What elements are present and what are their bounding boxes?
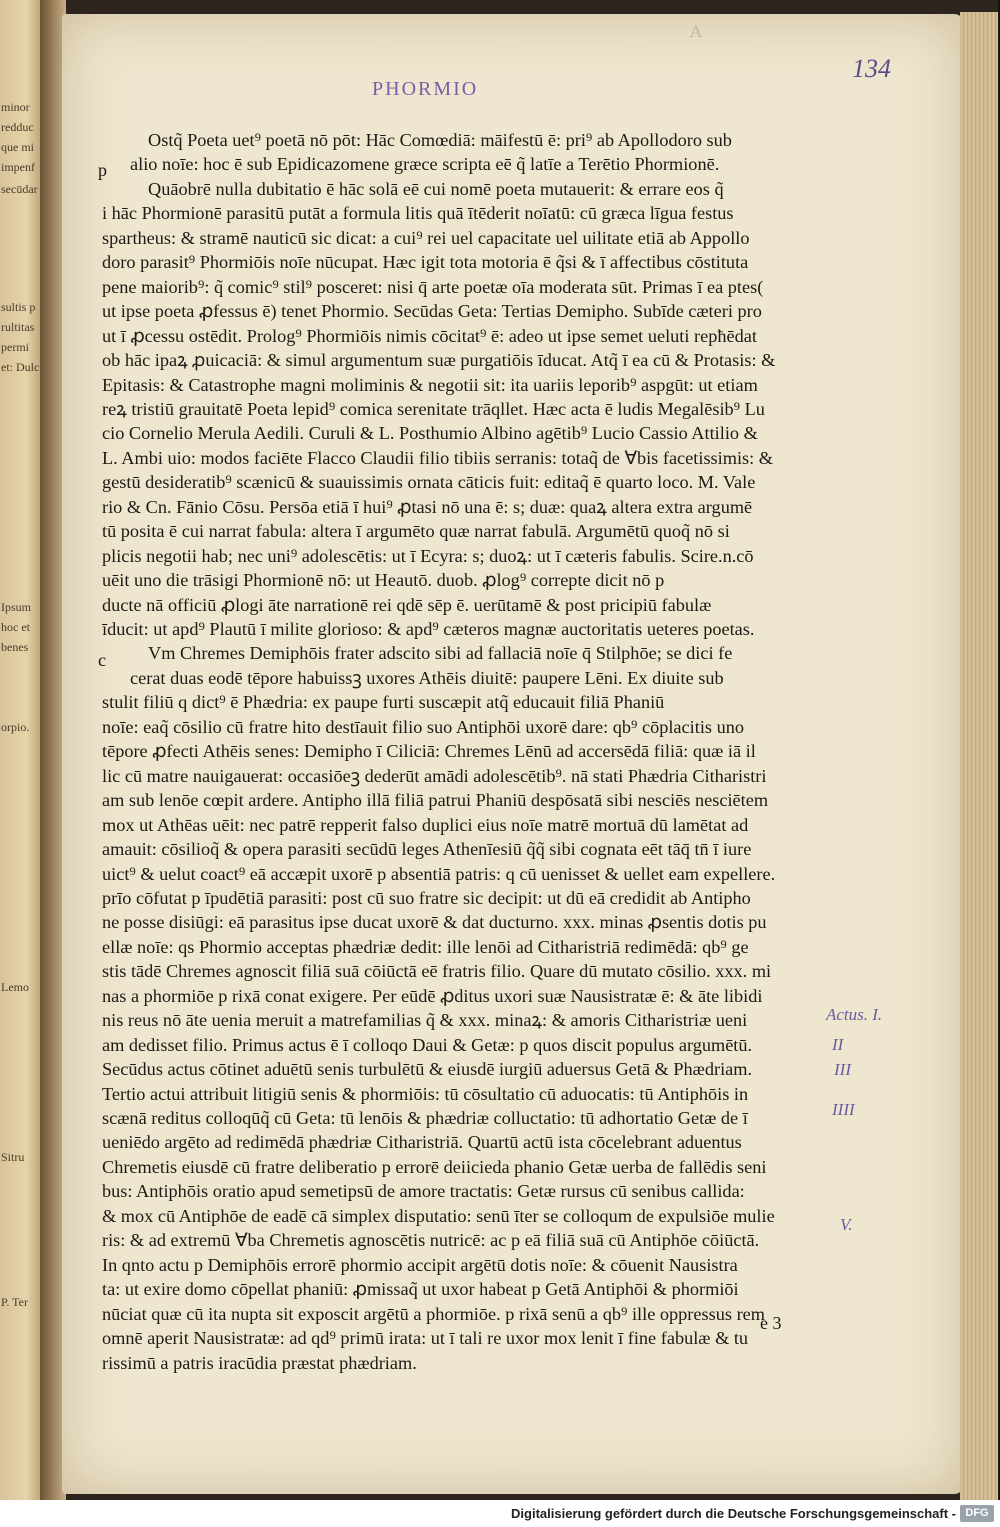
- text-line: tū posita ē cui narrat fabula: altera ī argumēto quæ narrat fabulā. Argumētū quoq̃ nō si: [102, 521, 730, 542]
- text-line: ut ipse poeta ꝓfessus ē) tenet Phormio. Secūdas Geta: Tertias Demipho. Subīde cæteri pro: [102, 301, 762, 322]
- facing-page-fragment: orpio.: [1, 720, 30, 734]
- text-line: ne posse disiūgi: eā parasitus ipse ducat uxorē & dat ducturno. xxx. minas ꝓsentis dotis pu: [102, 912, 767, 933]
- corner-mark: A: [690, 22, 702, 41]
- text-line: omnē aperit Nausistratæ: ad qd⁹ primū irata: ut ī tali re uxor mox lenit ī fine fabulæ & tu: [102, 1328, 749, 1349]
- signature-mark: e 3: [760, 1313, 782, 1333]
- text-line: uict⁹ & uelut coact⁹ eā accæpit uxorē p absentiā patris: q cū uenisset & uellet eam expellere.: [102, 863, 776, 884]
- text-line: spartheus: & stramē nauticū sic dicat: a cui⁹ rei uel capacitate uel uilitate etiā ab Appollo: [102, 227, 750, 248]
- text-line: am sub lenōe cœpit ardere. Antipho illā filiā patrui Phaniū despōsatā sibi nesciēs nesciētem: [102, 790, 769, 811]
- text-line: prīo cōfutat p īpudētiā parasiti: post cū suo fratre sic decipit: ut dū eā credidit ab Antipho: [102, 887, 751, 908]
- facing-page-fragment: impenf: [1, 160, 35, 174]
- facing-page-fragment: P. Ter: [1, 1295, 28, 1309]
- text-line: stis tādē Chremes agnoscit filiā suā cōiūctā eē fratris filio. Quare dū mutato cōsilio. xxx. mi: [102, 961, 772, 982]
- guide-letter-c: c: [98, 650, 106, 670]
- text-line: nas a phormiōe p rixā conat exigere. Per eūdē ꝓditus uxori suæ Nausistratæ ē: & āte libidi: [102, 985, 763, 1006]
- text-line: nis reus nō āte uenia meruit a matrefamilias q̃ & xxx. minaꝝ: & amoris Citharistriæ ueni: [102, 1010, 748, 1031]
- facing-page-edge: [0, 0, 44, 1500]
- text-line: am dedisset filio. Primus actus ē ī colloqo Daui & Getæ: p quos discit populus argumētū.: [102, 1034, 753, 1055]
- text-line: uēit uno die trāsigi Phormionē nō: ut Heautō. duob. ꝓlog⁹ correpte dicit nō p: [102, 570, 665, 591]
- margin-note: II: [832, 1035, 844, 1054]
- text-line: alio noīe: hoc ē sub Epidicazomene græce scripta eē q̃ latīe a Terētio Phormionē.: [130, 154, 720, 175]
- text-line: īducit: ut apd⁹ Plautū ī milite glorioso: & apd⁹ cæteros magnæ auctoritatis ueteres poetas.: [102, 619, 755, 639]
- text-line: Vm Chremes Demiphōis frater adscito sibi ad fallaciā noīe q̄ Stilphōe; se dici fe: [148, 643, 733, 664]
- page-edges: [960, 12, 1000, 1500]
- facing-page-fragment: et: Dulc: [1, 360, 40, 374]
- text-line: In qnto actu p Demiphōis errorē phormio accipit argētū dotis noīe: & cōuenit Nausistra: [102, 1254, 738, 1275]
- guide-letter-p: p: [98, 160, 107, 180]
- text-line: ducte nā officiū ꝓlogi āte narrationē rei qdē sēp ē. uerūtamē & post pricipiū fabulæ: [102, 594, 712, 615]
- text-line: nūciat quæ cū ita nupta sit exposcit argētū a phormiōe. p rixā senū a qb⁹ ille oppressus rem: [102, 1303, 765, 1324]
- facing-page-fragment: sultis p: [1, 300, 36, 314]
- text-line: ob hāc ipaꝝ ꝓuicaciā: & simul argumentum suæ purgatiōis īducat. Atq̃ ī ea cū & Protasis: &: [102, 350, 776, 371]
- text-line: scænā reditus colloqūq̃ cū Geta: tū lenōis & phædriæ colluctatio: tū adhortatio Getæ de ī: [102, 1108, 748, 1128]
- text-line: rio & Cn. Fānio Cōsu. Persōa etiā ī hui⁹ ꝓtasi nō una ē: s; duæ: quaꝝ altera extra argumē: [102, 496, 753, 517]
- text-line: tēpore ꝓfecti Athēis senes: Demipho ī Ciliciā: Chremes Lēnū ad accersēdā filiā: quæ iā il: [102, 741, 756, 762]
- facing-page-fragment: secūdar: [1, 182, 38, 196]
- text-line: stulit filiū q dict⁹ ē Phædria: ex paupe furti suscæpit atq̃ educauit filiā Phaniū: [102, 692, 665, 713]
- text-line: cio Cornelio Merula Aedili. Curuli & L. Posthumio Albino agētib⁹ Lucio Cassio Attilio &: [102, 423, 758, 444]
- text-line: bus: Antiphōis oratio apud semetipsū de amore tractatis: Getæ rursus cū senibus callida:: [102, 1181, 745, 1202]
- text-line: lic cū matre nauigauerat: occasiōeꝫ dederūt amādi adolescētib⁹. nā stati Phædria Citharistri: [102, 765, 767, 786]
- text-line: reꝝ tristiū grauitatē Poeta lepid⁹ comica serenitate trāqllet. Hæc acta ē ludis Megalēsib⁹ Lu: [102, 398, 765, 419]
- text-line: Chremetis eiusdē cū fratre deliberatio p errorē deiicieda phanio Getæ uerba de fallēdis seni: [102, 1156, 767, 1177]
- text-line: gestū desideratib⁹ scænicū & suauissimis ornata cāticis fuit: editaq̃ ē quarto loco. M. Vale: [102, 472, 756, 493]
- text-line: pene maiorib⁹: q̃ comic⁹ stil⁹ posceret: nisi q̄ arte poetæ oīa moderata sūt. Primas ī ea ptes(: [102, 276, 764, 297]
- text-line: ut ī ꝓcessu ostēdit. Prolog⁹ Phormiōis nimis cōcitat⁹ ē: adeo ut ipse semet ueluti repħēdat: [102, 325, 757, 346]
- funding-credit: Digitalisierung gefördert durch die Deutsche Forschungsgemeinschaft -: [511, 1506, 956, 1521]
- text-line: ta: ut exire domo cōpellat phaniū: ꝓmissaq̃ ut uxor habeat p Getā Antiphōi & phormiōi: [102, 1279, 739, 1300]
- facing-page-fragment: permi: [1, 340, 29, 354]
- text-line: Secūdus actus cōtinet aduētū senis turbulētū & eiusdē iurgiū aduersus Getā & Phædriam.: [102, 1059, 753, 1080]
- text-line: & mox cū Antiphōe de eadē cā simplex disputatio: senū īter se colloqum de expulsiōe mulie: [102, 1205, 775, 1226]
- margin-note: III: [834, 1060, 851, 1079]
- facing-page-fragment: benes: [1, 640, 29, 654]
- facing-page-fragment: redduc: [1, 120, 34, 134]
- dfg-logo: DFG: [960, 1505, 994, 1522]
- facing-page-fragment: hoc et: [1, 620, 30, 634]
- text-line: i hāc Phormionē parasitū putāt a formula litis quā ītēderit noīatū: cū græca līgua festus: [102, 203, 734, 224]
- text-line: ueniēdo argēto ad redimēdā phædriæ Citharistriā. Quartū actū ista cōcelebrant aduentus: [102, 1132, 742, 1153]
- margin-note: Actus. I.: [826, 1005, 883, 1024]
- text-line: amauit: cōsilioq̃ & opera parasiti secūdū leges Athenīesiū q̃q̃ sibi cognata eēt tāq̄ tn̄ ī iure: [102, 839, 752, 860]
- text-line: noīe: eaq̃ cōsilio cū fratre hito destīauit filio suo Antiphōi uxorē dare: qb⁹ cōplacitis uno: [102, 716, 745, 737]
- facing-page-fragment: rultitas: [1, 320, 35, 334]
- text-line: Ostq̃ Poeta uet⁹ poetā nō pōt: Hāc Comœdiā: māifestū ē: pri⁹ ab Apollodoro sub: [148, 130, 732, 150]
- digitization-footer: [0, 1500, 1000, 1527]
- text-line: L. Ambi uio: modos faciēte Flacco Claudii filio tibiis serranis: totaq̃ de ∀bis facetissimis: &: [102, 447, 774, 468]
- margin-note: V.: [840, 1215, 853, 1234]
- text-line: ris: & ad extremū ∀ba Chremetis agnoscētis nutricē: ac p eā filiā suā cū Antiphōe cōiūctā.: [102, 1230, 760, 1251]
- running-title: PHORMIO: [372, 78, 479, 100]
- text-line: plicis negotii hab; nec uni⁹ adolescētis: ut ī Ecyra: s; duoꝝ: ut ī cæteris fabulis. Scire.n.cō: [102, 545, 754, 566]
- text-line: cerat duas eodē tēpore habuissꝫ uxores Athēis diuitē: paupere Lēni. Ex diuite sub: [130, 667, 724, 688]
- folio-number: 134: [852, 54, 891, 83]
- text-line: doro parasit⁹ Phormiōis noīe nūcupat. Hæc igit tota motoria ē q̃si & ī affectibus cōstituta: [102, 252, 749, 273]
- facing-page-fragment: Sitru: [1, 1150, 25, 1164]
- text-line: Epitasis: & Catastrophe magni moliminis & negotii sit: ita uariis leporib⁹ aspgūt: ut etiam: [102, 374, 758, 395]
- text-line: Tertio actui attribuit litigiū senis & phormiōis: tū cōsultatio cū aduocatis: tū Antiphōis in: [102, 1083, 749, 1104]
- facing-page-fragment: que mi: [1, 140, 34, 154]
- text-line: Quāobrē nulla dubitatio ē hāc solā eē cui nomē poeta mutauerit: & errare eos q̃: [148, 178, 724, 199]
- text-line: rissimū a patris iracūdia præstat phædriam.: [102, 1352, 417, 1373]
- facing-page-fragment: Ipsum: [1, 600, 31, 614]
- facing-page-fragment: minor: [1, 100, 30, 114]
- text-line: ellæ noīe: qs Phormio acceptas phædriæ dedit: ille lenōi ad Citharistriā redimēdā: qb⁹ ge: [102, 936, 749, 957]
- facing-page-fragment: Lemo: [1, 980, 29, 994]
- text-line: mox ut Athēas uēit: nec patrē repperit falso duplici eius noīe matrē mortuā dū lamētat ad: [102, 814, 749, 835]
- margin-note: IIII: [832, 1100, 855, 1119]
